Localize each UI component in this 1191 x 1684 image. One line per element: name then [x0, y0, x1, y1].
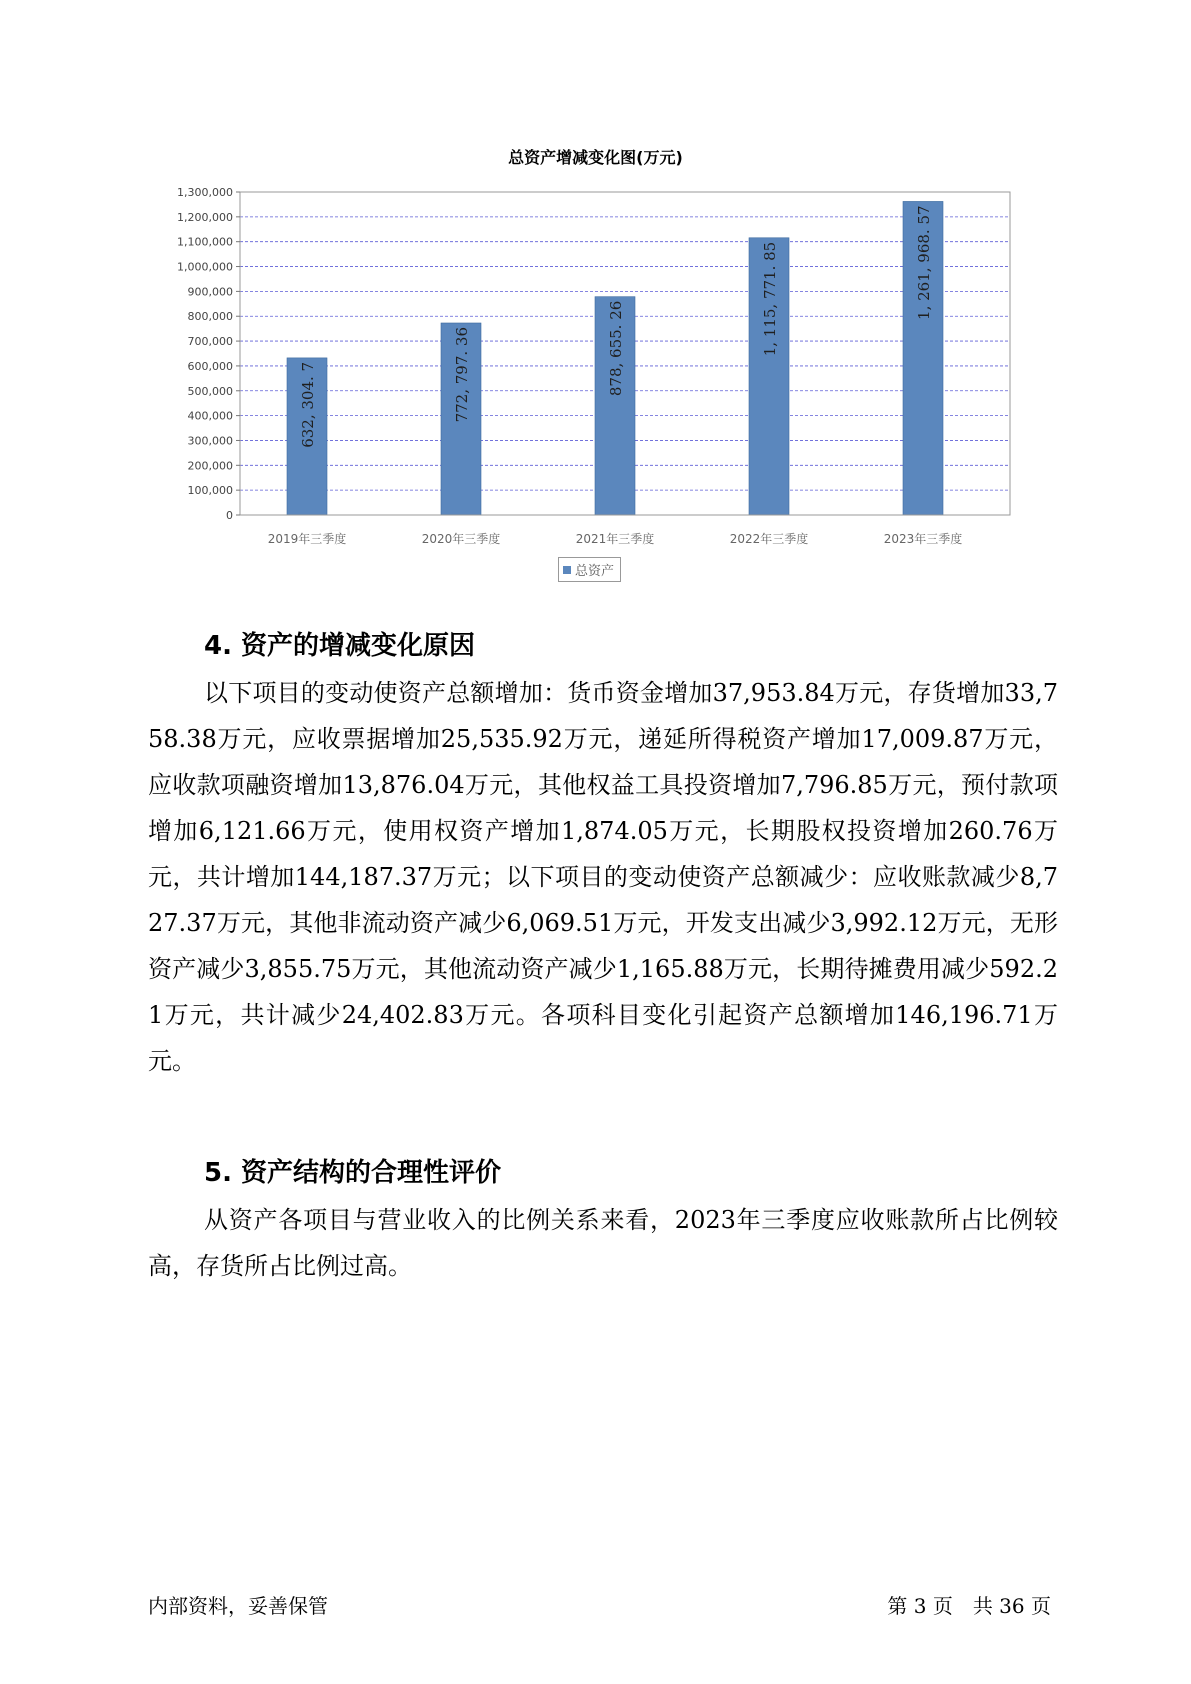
bar-value-label: 772, 797. 36	[453, 326, 471, 423]
page-number: 第 3 页 共 36 页	[887, 1594, 1051, 1618]
legend-swatch	[563, 566, 571, 574]
y-tick-label: 0	[226, 509, 233, 522]
y-tick-label: 1,000,000	[177, 260, 233, 274]
x-tick-label: 2019年三季度	[267, 532, 347, 546]
bar-value-label: 632, 304. 7	[299, 361, 317, 448]
chart-title: 总资产增减变化图(万元)	[508, 148, 683, 167]
bar-value-label: 1, 115, 771. 85	[761, 241, 779, 357]
y-tick-label: 1,300,000	[177, 186, 233, 199]
section-5-paragraph: 从资产各项目与营业收入的比例关系来看，2023年三季度应收账款所占比例较高，存货所占比例过高。	[148, 1206, 1058, 1280]
y-tick-label: 100,000	[187, 484, 233, 498]
y-tick-label: 700,000	[187, 335, 233, 349]
y-tick-label: 500,000	[187, 384, 233, 398]
total-assets-bar-chart	[160, 176, 1020, 546]
section-5-heading: 5. 资产结构的合理性评价	[204, 1158, 502, 1188]
bar-value-label: 878, 655. 26	[607, 300, 625, 397]
y-tick-label: 600,000	[187, 359, 233, 373]
legend-label: 总资产	[575, 564, 615, 579]
x-tick-label: 2023年三季度	[883, 532, 963, 546]
y-tick-label: 400,000	[187, 409, 233, 423]
bar-value-label: 1, 261, 968. 57	[915, 205, 933, 320]
chart-legend	[558, 557, 621, 582]
y-tick-label: 200,000	[187, 459, 233, 473]
y-tick-label: 300,000	[187, 434, 233, 448]
x-tick-label: 2020年三季度	[421, 532, 501, 546]
y-tick-label: 1,100,000	[177, 235, 233, 249]
section-4-paragraph: 以下项目的变动使资产总额增加：货币资金增加37,953.84万元，存货增加33,758.38万元，应收票据增加25,535.92万元，递延所得税资产增加17,009.87万元，应收款项融资增加13,876.04万元，其他权益工具投资增加7,796.85万元，预付款项增加6,121.66万元，使用权资产增加1,874.05万元，长期股权投资增加260.76万元，共计增加144,187.37万元；以下项目的变动使资产总额减少：应收账款减少8,727.37万元，其他非流动资产减少6,069.51万元，开发支出减少3,992.12万元，无形资产减少3,855.75万元，其他流动资产减少1,165.88万元，长期待摊费用减少592.21万元，共计减少24,402.83万元。各项科目变化引起资产总额增加146,196.71万元。	[148, 679, 1058, 1075]
y-tick-label: 800,000	[187, 310, 233, 324]
y-tick-label: 900,000	[187, 285, 233, 299]
footer-note: 内部资料，妥善保管	[148, 1594, 328, 1618]
x-tick-label: 2021年三季度	[575, 532, 655, 546]
y-tick-label: 1,200,000	[177, 210, 233, 224]
section-4-heading: 4. 资产的增减变化原因	[204, 631, 476, 661]
x-tick-label: 2022年三季度	[729, 532, 809, 546]
